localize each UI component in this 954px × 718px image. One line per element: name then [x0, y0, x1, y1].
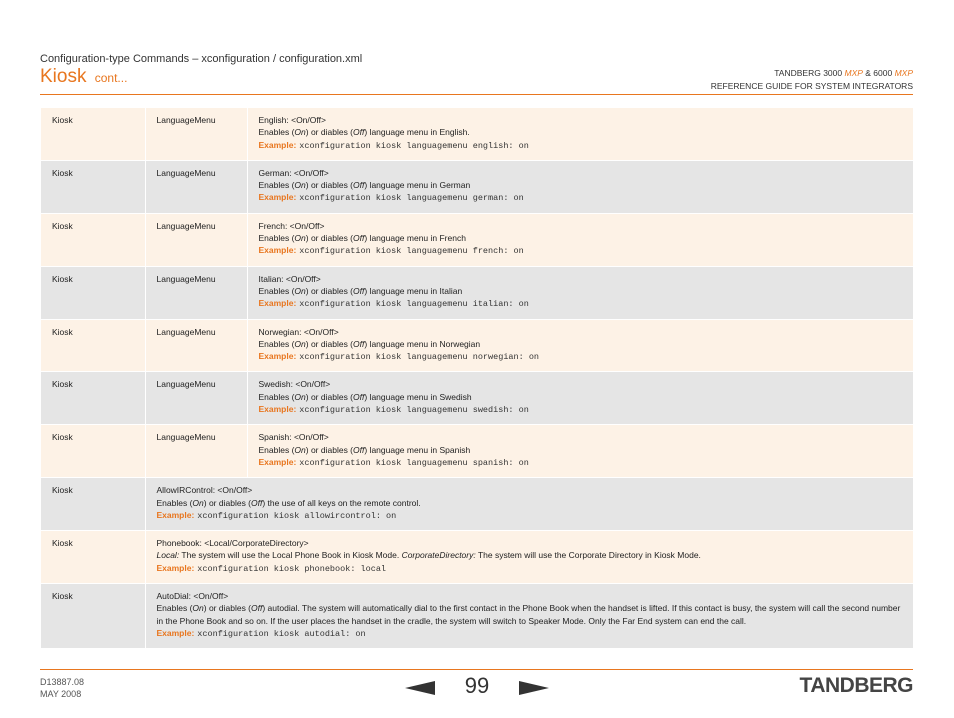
example-label: Example: — [258, 351, 297, 362]
description-cell — [145, 584, 913, 649]
guide-title — [711, 67, 913, 92]
table-row — [41, 425, 913, 478]
table-row — [41, 319, 913, 372]
desc-text: Enables ( — [258, 285, 295, 296]
example-line — [259, 139, 904, 152]
category-cell: Kiosk — [41, 213, 145, 266]
desc-text: ) or diables ( — [203, 603, 252, 614]
doc-id: D13887.08 — [40, 677, 85, 687]
param-heading: AutoDial: <On/Off> — [156, 591, 229, 602]
param-description — [259, 391, 904, 403]
example-code: xconfiguration kiosk languagemenu spanish: on — [299, 457, 529, 468]
desc-text: ) or diables ( — [305, 338, 354, 349]
param-heading: Italian: <On/Off> — [258, 273, 321, 284]
param-value: Off — [353, 233, 365, 244]
desc-text: Enables ( — [258, 127, 295, 138]
param-value: On — [294, 233, 306, 244]
param-description — [259, 338, 904, 350]
desc-text: Enables ( — [156, 603, 193, 614]
desc-text: ) language menu in Norwegian — [364, 338, 481, 349]
desc-text: ) or diables ( — [203, 497, 252, 508]
param-heading: Phonebook: <Local/CorporateDirectory> — [156, 538, 309, 549]
example-code: xconfiguration kiosk phonebook: local — [197, 563, 387, 574]
command-table — [41, 108, 913, 649]
desc-text: ) language menu in English. — [364, 127, 470, 138]
param-description — [259, 232, 904, 244]
table-row — [41, 160, 913, 213]
param-value: On — [192, 497, 204, 508]
description-cell — [247, 266, 913, 319]
desc-text: ) or diables ( — [305, 233, 354, 244]
description-cell — [247, 108, 913, 160]
arrow-right-icon[interactable] — [519, 681, 549, 695]
category-cell: Kiosk — [41, 372, 145, 425]
param-value: On — [294, 180, 306, 191]
doc-date: MAY 2008 — [40, 689, 82, 699]
example-label: Example: — [258, 404, 297, 415]
param-heading: German: <On/Off> — [258, 167, 329, 178]
category-cell: Kiosk — [41, 584, 145, 649]
example-line — [157, 627, 904, 640]
example-code: xconfiguration kiosk languagemenu german: on — [299, 193, 524, 204]
param-value: Local: — [156, 550, 180, 561]
description-cell — [247, 372, 913, 425]
desc-text: Enables ( — [258, 391, 295, 402]
subcommand-cell: LanguageMenu — [145, 266, 247, 319]
category-cell: Kiosk — [41, 531, 145, 584]
desc-text: ) language menu in German — [364, 180, 471, 191]
param-heading: English: <On/Off> — [258, 115, 326, 125]
subcommand-cell: LanguageMenu — [145, 160, 247, 213]
doc-info — [40, 676, 84, 700]
param-value: On — [294, 391, 306, 402]
description-cell — [247, 160, 913, 213]
example-line — [157, 509, 904, 522]
example-code: xconfiguration kiosk languagemenu french: on — [299, 246, 524, 257]
table-row — [41, 478, 913, 531]
param-value: On — [192, 603, 204, 614]
example-line — [259, 191, 904, 204]
desc-text: Enables ( — [258, 444, 295, 455]
param-description — [157, 602, 904, 627]
param-description — [157, 549, 904, 561]
example-line — [259, 403, 904, 416]
desc-text: Enables ( — [156, 497, 193, 508]
desc-text: ) or diables ( — [305, 391, 354, 402]
page-navigation — [405, 673, 549, 701]
param-value: Off — [251, 603, 263, 614]
param-value: Off — [353, 338, 365, 349]
description-cell — [145, 531, 913, 584]
desc-text: ) or diables ( — [305, 444, 354, 455]
title-suffix: cont... — [94, 71, 128, 85]
example-line — [259, 297, 904, 310]
example-label: Example: — [258, 298, 297, 309]
subcommand-cell: LanguageMenu — [145, 372, 247, 425]
param-heading: Norwegian: <On/Off> — [258, 326, 339, 337]
param-description — [259, 179, 904, 191]
example-line — [259, 456, 904, 469]
title-text: Kiosk — [40, 66, 87, 87]
param-heading: Spanish: <On/Off> — [258, 432, 329, 443]
example-line — [259, 244, 904, 257]
table-row — [41, 584, 913, 649]
param-value: On — [294, 338, 306, 349]
table-row — [41, 531, 913, 584]
category-cell: Kiosk — [41, 425, 145, 478]
desc-text: The system will use the Corporate Directory in Kiosk Mode. — [475, 550, 701, 561]
param-value: Off — [353, 444, 365, 455]
example-code: xconfiguration kiosk allowircontrol: on — [197, 510, 397, 521]
example-code: xconfiguration kiosk languagemenu italian: on — [299, 299, 529, 310]
param-value: On — [294, 127, 306, 138]
param-value: On — [294, 444, 306, 455]
desc-text: ) the use of all keys on the remote control. — [262, 497, 421, 508]
page-number: 99 — [464, 673, 490, 698]
param-value: Off — [353, 127, 365, 138]
desc-text: ) language menu in Swedish — [364, 391, 472, 402]
table-row — [41, 213, 913, 266]
param-value: Off — [251, 497, 263, 508]
table-row — [41, 372, 913, 425]
example-label: Example: — [156, 627, 195, 638]
page-title — [40, 66, 127, 88]
param-value: Off — [353, 285, 365, 296]
table-row — [41, 108, 913, 160]
example-label: Example: — [258, 245, 297, 256]
example-line — [259, 350, 904, 363]
subcommand-cell: LanguageMenu — [145, 108, 247, 160]
param-value: Off — [353, 391, 365, 402]
example-label: Example: — [258, 456, 297, 467]
category-cell: Kiosk — [41, 478, 145, 531]
param-value: CorporateDirectory: — [401, 550, 476, 561]
desc-text: ) or diables ( — [305, 127, 354, 138]
example-code: xconfiguration kiosk languagemenu swedish: on — [299, 405, 529, 416]
desc-text: ) or diables ( — [305, 180, 354, 191]
example-label: Example: — [258, 192, 297, 203]
arrow-left-icon[interactable] — [405, 681, 435, 695]
param-description — [259, 126, 904, 138]
guide-product: TANDBERG 3000 MXP & 6000 MXP — [774, 68, 913, 78]
category-cell: Kiosk — [41, 319, 145, 372]
param-value: Off — [353, 180, 365, 191]
subcommand-cell: LanguageMenu — [145, 425, 247, 478]
desc-text: Enables ( — [258, 233, 295, 244]
example-label: Example: — [156, 562, 195, 573]
subcommand-cell: LanguageMenu — [145, 319, 247, 372]
example-label: Example: — [258, 139, 297, 150]
param-heading: Swedish: <On/Off> — [258, 379, 331, 390]
desc-text: Enables ( — [258, 338, 295, 349]
desc-text: ) autodial. The system will automatically dial to the first contact in the Phone Book when the handset is lifted. If this contact is busy, the system will call the second number in the Phone Book and so on. If the user places the handset in the cradle, the system will switch to Speaker Mode. Only the Far End system can end the call. — [156, 603, 901, 626]
section-subtitle: Configuration-type Commands – xconfiguration / configuration.xml — [40, 53, 363, 65]
desc-text: ) language menu in French — [364, 233, 466, 244]
desc-text: ) or diables ( — [305, 285, 354, 296]
description-cell — [247, 425, 913, 478]
param-description — [157, 497, 904, 509]
param-description — [259, 285, 904, 297]
description-cell — [247, 213, 913, 266]
category-cell: Kiosk — [41, 266, 145, 319]
desc-text: ) language menu in Spanish — [364, 444, 471, 455]
desc-text: The system will use the Local Phone Book in Kiosk Mode. — [179, 550, 402, 561]
description-cell — [145, 478, 913, 531]
subcommand-cell: LanguageMenu — [145, 213, 247, 266]
tandberg-logo: TANDBERG — [799, 674, 913, 697]
param-description — [259, 444, 904, 456]
category-cell: Kiosk — [41, 108, 145, 160]
category-cell: Kiosk — [41, 160, 145, 213]
param-heading: French: <On/Off> — [258, 220, 325, 231]
example-code: xconfiguration kiosk languagemenu english: on — [299, 140, 529, 151]
header-divider — [40, 94, 913, 95]
param-value: On — [294, 285, 306, 296]
param-heading: AllowIRControl: <On/Off> — [156, 485, 253, 496]
description-cell — [247, 319, 913, 372]
example-code: xconfiguration kiosk languagemenu norwegian: on — [299, 352, 540, 363]
example-code: xconfiguration kiosk autodial: on — [197, 628, 366, 639]
footer-divider — [40, 669, 913, 670]
desc-text: Enables ( — [258, 180, 295, 191]
example-label: Example: — [156, 509, 195, 520]
example-line — [157, 562, 904, 575]
guide-subtitle: REFERENCE GUIDE FOR SYSTEM INTEGRATORS — [710, 80, 913, 91]
table-row — [41, 266, 913, 319]
desc-text: ) language menu in Italian — [364, 285, 463, 296]
